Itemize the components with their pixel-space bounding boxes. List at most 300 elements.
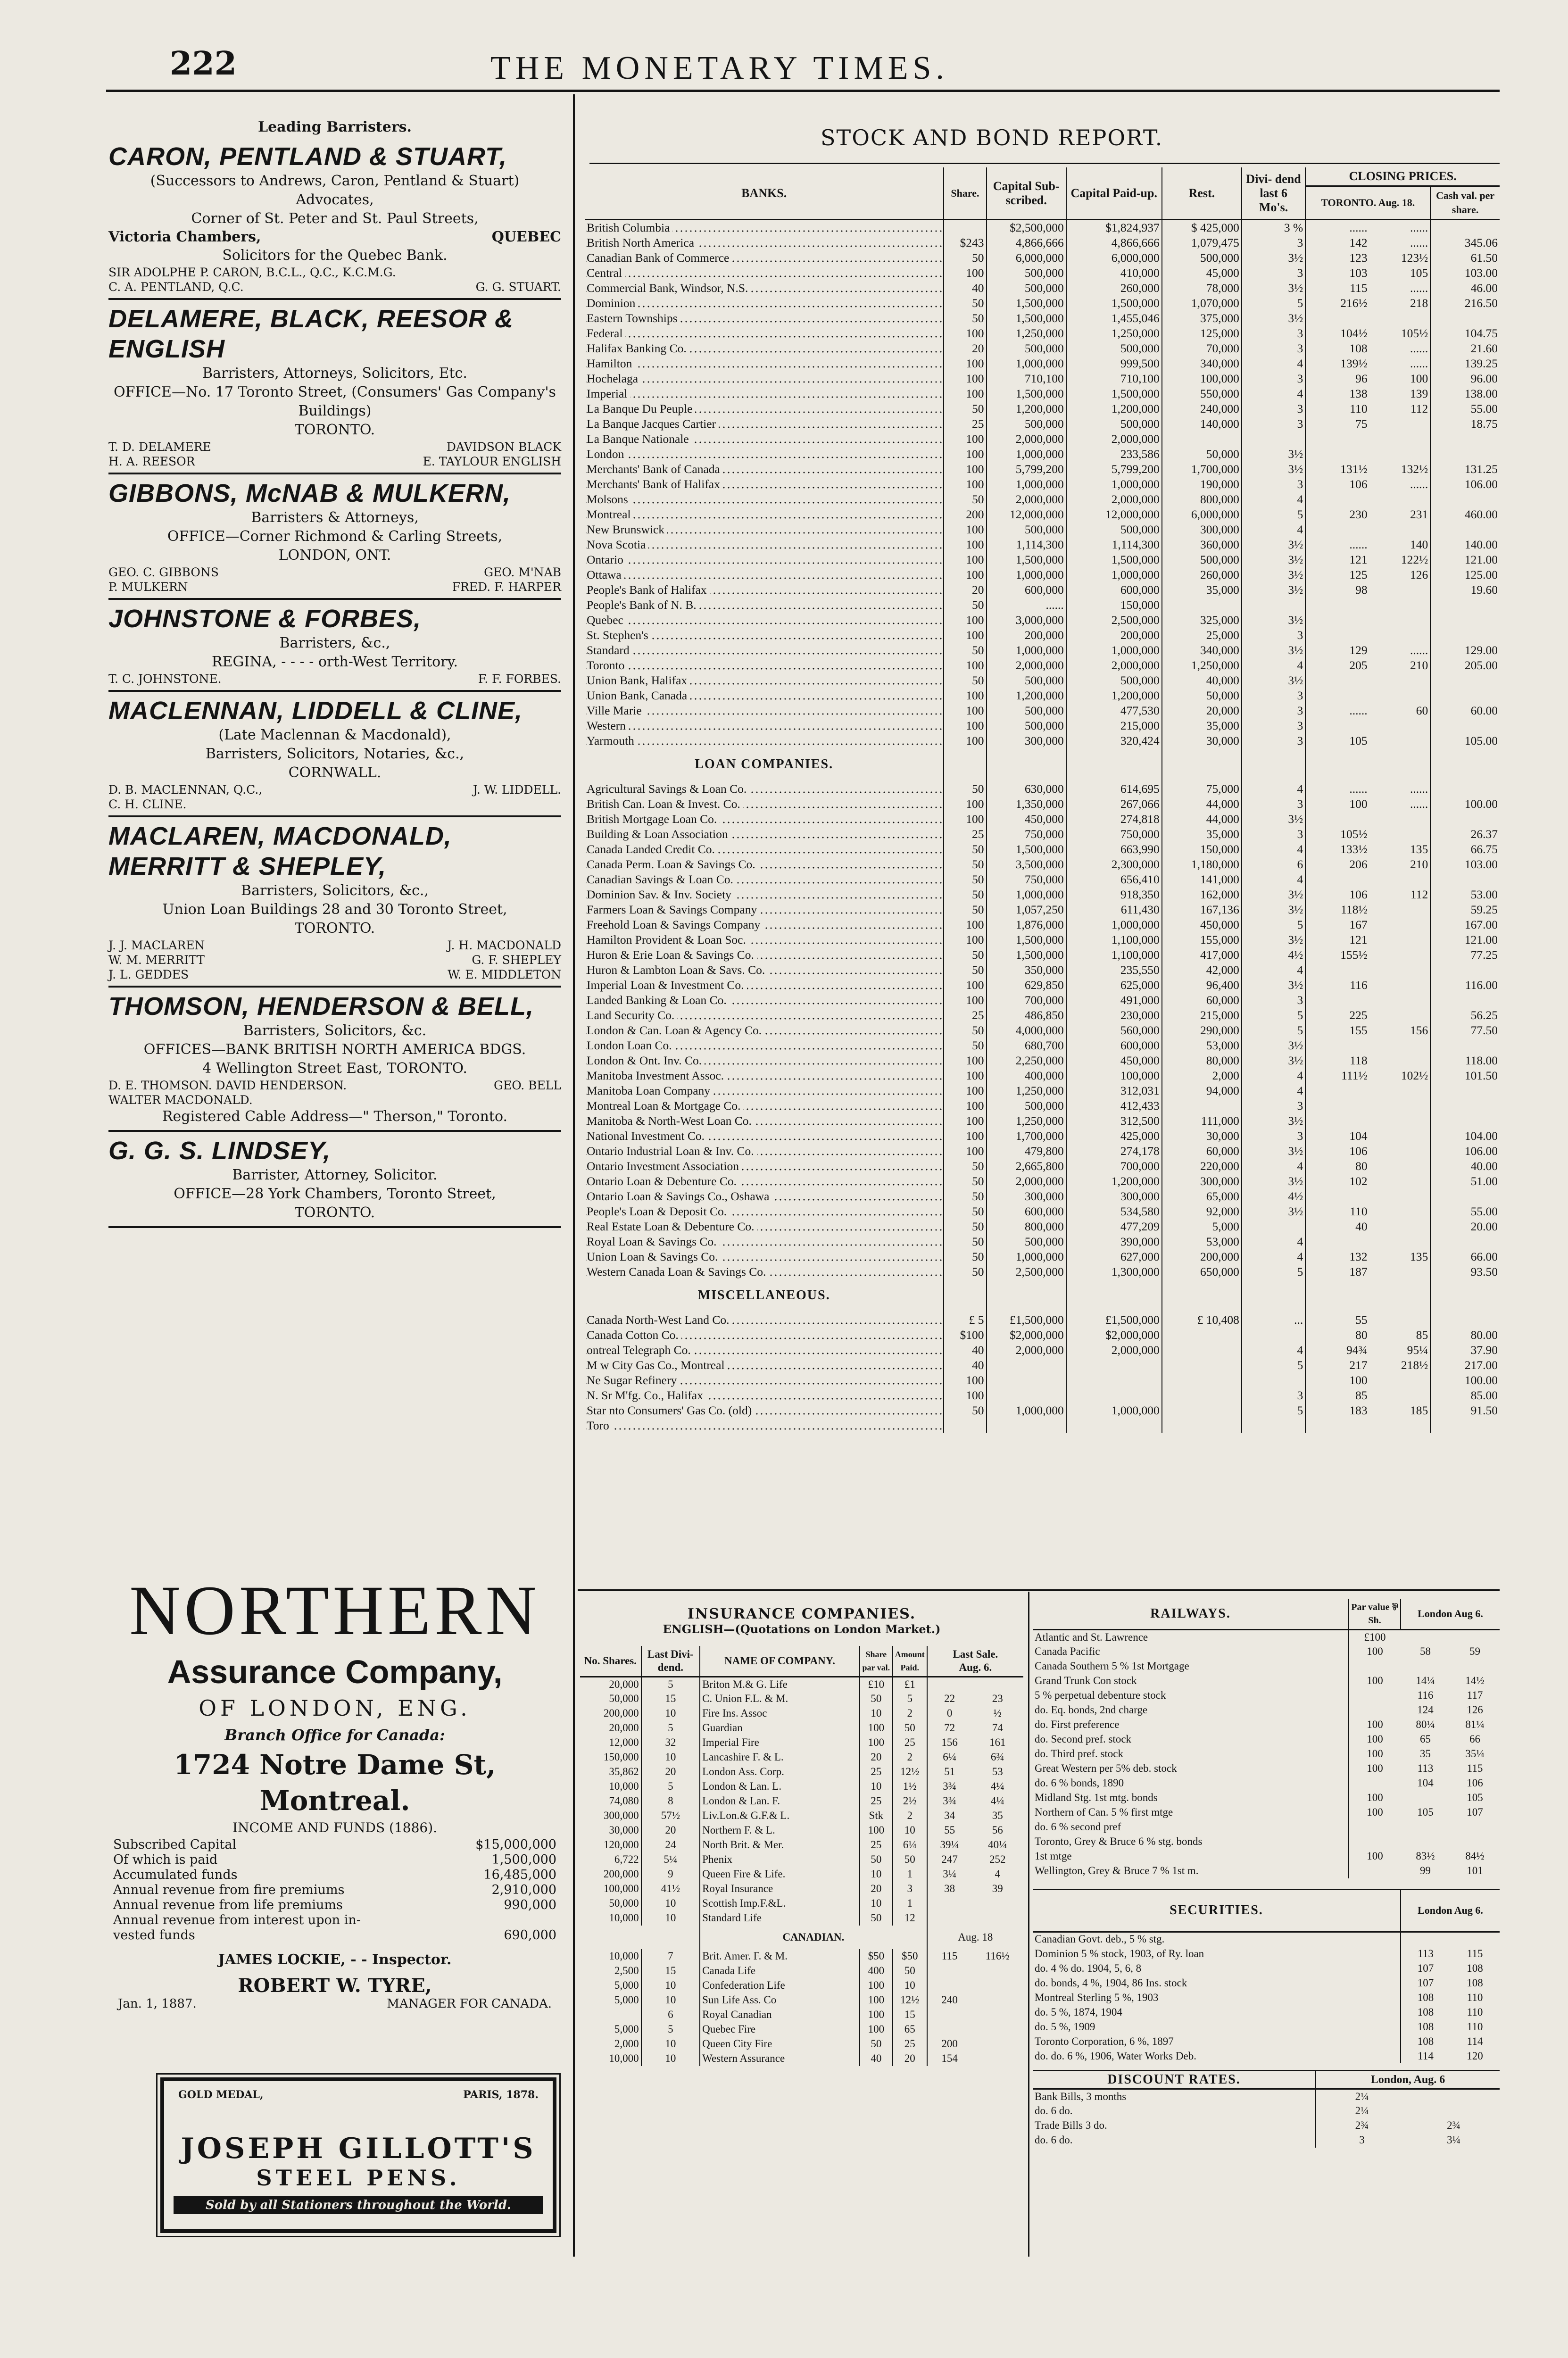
cell-value: 10 [641,2037,700,2051]
cell-value: 4 [1242,1083,1305,1098]
cell-value: 115 [1305,280,1369,295]
cell-value [1401,1791,1450,1805]
cell-value [1369,947,1431,962]
cell-value: 3 [1242,476,1305,491]
section-rule [108,1226,561,1228]
cell-value: 20,000 [609,1722,639,1734]
cell-value: 5 [1242,1403,1305,1418]
cell-value: 3 [1242,718,1305,733]
cell-value: 100 [860,2022,893,2037]
cell-value: 200,000 [603,1868,639,1880]
cell-value: 81¼ [1465,1719,1485,1730]
cell-value: 20 [893,2051,927,2066]
cell-value: 50 [944,1219,986,1234]
cell-value: 104½ [1305,325,1369,340]
loan-row [585,932,1500,947]
cell-value: 141,000 [1162,872,1242,887]
cell-value [1430,627,1500,642]
cell-value: 220,000 [1162,1158,1242,1173]
cell-value: 3½ [1242,537,1305,552]
insurance-row [580,1964,1023,1978]
cell-value: 611,430 [1066,902,1162,917]
spacer-cell [1162,1279,1242,1312]
cell-value [1369,1007,1431,1022]
cell-value: 3 [1242,325,1305,340]
cell-value: 235,550 [1066,962,1162,977]
cell-value: 5,000 [614,1979,639,1991]
cell-value: 6 [641,2008,700,2022]
report-rule [589,163,1500,164]
cell-value: 42,000 [1162,962,1242,977]
cell-value [1369,872,1431,887]
cell-value [1369,688,1431,703]
cell-value: 3 [1242,1387,1305,1403]
cell-value: 124 [1417,1704,1434,1716]
security-row [1033,2034,1500,2049]
company-name: National Investment Co. [585,1128,944,1143]
lower-divider [1028,1592,1029,2257]
cell-value: 108 [1401,1990,1450,2005]
ad-date: Jan. 1, 1887. [118,1997,197,2011]
cell-value: 61.50 [1430,250,1500,265]
cell-value: 3½ [1242,567,1305,582]
cell-value [1430,491,1500,506]
bank-row [585,235,1500,250]
cell-value: 1,500,000 [987,386,1066,401]
cell-value: 50,000 [1162,688,1242,703]
loan-row [585,917,1500,932]
company-name: St. Stephen's [585,627,944,642]
misc-row [585,1327,1500,1342]
cell-value: 1,300,000 [1066,1264,1162,1279]
firm-line: Barristers, Solicitors, &c., [241,882,429,899]
cell-value [1430,781,1500,796]
cell-value: 290,000 [1162,1022,1242,1038]
cell-value: 187 [1305,1264,1369,1279]
barrister-card [108,690,561,812]
bank-row [585,250,1500,265]
cell-value: 1½ [893,1779,927,1794]
cell-value: 800,000 [987,1219,1066,1234]
cell-value: 111½ [1305,1068,1369,1083]
cell-value: 2,000,000 [1066,431,1162,446]
cell-value: 3½ [1242,642,1305,657]
cell-value: 4 [1242,522,1305,537]
cell-value: 50 [944,902,986,917]
cell-value: 40 [944,1342,986,1357]
cell-value: 100 [1349,1747,1401,1761]
railway-row [1033,1718,1500,1732]
spacer-cell [1369,748,1431,781]
cell-value: ... [1242,1312,1305,1327]
cell-value: 2,500,000 [1066,612,1162,627]
bank-row [585,612,1500,627]
company-name: Ontario Loan & Savings Co., Oshawa [585,1188,944,1204]
cell-value [1401,1835,1450,1849]
insurance-row [580,1809,1023,1823]
cell-value: 32 [641,1735,700,1750]
cell-value: 231 [1410,507,1428,521]
cell-value: 500,000 [987,416,1066,431]
cell-value: 1,250,000 [1162,657,1242,673]
cell-value [1430,1113,1500,1128]
cell-value: 500,000 [987,1234,1066,1249]
railway-row [1033,1747,1500,1761]
cell-value: 325,000 [1162,612,1242,627]
income-row [113,1868,556,1883]
gillott-name: JOSEPH GILLOTT'S [181,2132,536,2165]
cell-value: 100 [1349,1718,1401,1732]
cell-value: 3½ [1242,612,1305,627]
cell-value: 100 [1305,796,1369,811]
cell-value: $50 [860,1949,893,1964]
cell-value: 150,000 [603,1751,639,1763]
cell-value: 19.60 [1430,582,1500,597]
cell-value: 115 [1467,1762,1483,1774]
cell-value: 1,500,000 [987,932,1066,947]
cell-value: 25 [860,1765,893,1779]
cell-value [580,2008,641,2022]
cell-value [1450,1932,1500,1946]
cell-value: 100.00 [1430,1372,1500,1387]
cell-value: 3 [1242,796,1305,811]
cell-value: 167.00 [1430,917,1500,932]
bank-row [585,537,1500,552]
bank-row [585,446,1500,461]
partner-name: J. L. GEDDES [108,968,189,981]
spacer-cell [1430,1279,1500,1312]
cell-value [1430,612,1500,627]
ins-col-name: NAME OF COMPANY. [700,1646,860,1677]
railway-row [1033,1791,1500,1805]
partner-name: W. E. MIDDLETON [448,968,561,981]
firm-name: THOMSON, HENDERSON & BELL, [108,992,534,1021]
cell-value: 75 [1305,416,1369,431]
cell-value [1242,597,1305,612]
income-row [113,1883,556,1898]
sec-title: SECURITIES. [1033,1889,1401,1932]
cell-value: 108 [1305,340,1369,356]
cell-value [1349,1659,1401,1674]
cell-value: 491,000 [1066,992,1162,1007]
cell-value: 4 [995,1868,1000,1880]
cell-value: 53,000 [1162,1038,1242,1053]
misc-row [585,1342,1500,1357]
cell-value [1369,1418,1431,1433]
cell-value: 3½ [1242,280,1305,295]
cell-value: 1,200,000 [1066,688,1162,703]
canadian-title: CANADIAN. [700,1926,927,1949]
cell-value: 10 [641,1896,700,1911]
misc-row [585,1357,1500,1372]
cell-value: 360,000 [1162,537,1242,552]
company-name: Canadian Bank of Commerce [585,250,944,265]
cell-value: 100 [944,522,986,537]
cell-value: 37.90 [1430,1342,1500,1357]
cell-value: 100 [944,537,986,552]
cell-value: 4 [1242,781,1305,796]
securities-table [1033,1889,1500,2064]
group-title: MISCELLANEOUS. [697,1287,830,1303]
cell-value: 100 [944,627,986,642]
company-name: ontreal Telegraph Co. [585,1342,944,1357]
company-name: Huron & Lambton Loan & Savs. Co. [585,962,944,977]
insurance-row [580,2008,1023,2022]
partner-row [108,280,561,294]
cell-value [1430,1098,1500,1113]
cell-value [1369,1204,1431,1219]
income-row [113,1928,556,1943]
cell-value [1369,902,1431,917]
cell-value: 4 [1242,1068,1305,1083]
cell-value: 100 [860,1993,893,2008]
company-name: Merchants' Bank of Halifax [585,476,944,491]
cell-value [1349,1820,1401,1835]
cell-value: 105 [1467,1792,1483,1803]
cell-value: 450,000 [987,811,1066,826]
cell-value [944,1418,986,1433]
bank-row [585,688,1500,703]
cell-value: 25 [944,1007,986,1022]
section-rule [108,986,561,988]
railway-row [1033,1864,1500,1878]
cell-value: 200,000 [603,1707,639,1719]
railway-row [1033,1703,1500,1718]
cell-value: 20.00 [1430,1219,1500,1234]
cell-value: 132 [1305,1249,1369,1264]
cell-value: 233,586 [1066,446,1162,461]
security-name: do. do. 6 %, 1906, Water Works Deb. [1035,2050,1196,2062]
cell-value: 150,000 [1066,597,1162,612]
cell-value [1369,582,1431,597]
company-name: Western Assurance [700,2051,860,2066]
cell-value: 2,000,000 [1066,1342,1162,1357]
cell-value: £1,500,000 [1066,1312,1162,1327]
cell-value: 300,000 [1066,1188,1162,1204]
cell-value: 340,000 [1162,356,1242,371]
firm-name: JOHNSTONE & FORBES, [108,605,422,633]
cell-value: 600,000 [987,1204,1066,1219]
cell-value: £ 10,408 [1162,1312,1242,1327]
company-name: Montreal Loan & Mortgage Co. [585,1098,944,1113]
cell-value: 1,079,475 [1162,235,1242,250]
cell-value: ...... [1410,235,1428,249]
cell-value: 247 [927,1852,972,1867]
cell-value [1349,1703,1401,1718]
cell-value: 3½ [1242,1113,1305,1128]
cell-value: 50 [893,1721,927,1735]
cell-value [1369,718,1431,733]
col-banks: BANKS. [585,167,944,220]
cell-value: 1,455,046 [1066,310,1162,325]
cell-value: 3½ [1242,932,1305,947]
cell-value: 6,000,000 [987,250,1066,265]
cell-value: 216.50 [1430,295,1500,310]
railway-row [1033,1820,1500,1835]
cell-value [1450,1820,1500,1835]
cell-value: ...... [1305,781,1369,796]
cell-value: 1,000,000 [1066,476,1162,491]
cell-value: 25 [860,1794,893,1809]
cell-value: 20,000 [609,1678,639,1690]
cell-value: 500,000 [987,673,1066,688]
cell-value: 320,424 [1066,733,1162,748]
loan-row [585,1022,1500,1038]
cell-value [971,1911,1023,1926]
cell-value: 25 [893,1735,927,1750]
company-name: Central [585,265,944,280]
company-name: Hochelaga [585,371,944,386]
cell-value: 107 [1401,1976,1450,1990]
cell-value [1450,1659,1500,1674]
cell-value: 3½ [1242,250,1305,265]
cell-value [1430,811,1500,826]
cell-value: 104.00 [1430,1128,1500,1143]
cell-value: 161 [989,1736,1006,1748]
partner-name: G. G. STUART. [475,280,561,294]
cell-value: 23 [992,1693,1003,1704]
cell-value [1369,962,1431,977]
insurance-row [580,1721,1023,1735]
cell-value: 240,000 [1162,401,1242,416]
cell-value [927,1978,972,1993]
cell-value: 100 [860,1721,893,1735]
cell-value: 1,250,000 [987,1113,1066,1128]
cell-value: 215,000 [1162,1007,1242,1022]
cell-value: £100 [1349,1630,1401,1644]
cell-value [1369,1387,1431,1403]
cell-value: 206 [1305,856,1369,872]
cell-value: 100 [944,932,986,947]
cell-value: 12,000,000 [1066,506,1162,522]
cell-value: 5 [641,2022,700,2037]
cell-value: 345.06 [1430,235,1500,250]
cell-value [1369,1372,1431,1387]
cell-value: 3 [1242,235,1305,250]
cell-value [1349,1864,1401,1878]
cell-value: 1,000,000 [987,1403,1066,1418]
cell-value [1305,962,1369,977]
firm-line: TORONTO. [294,920,375,937]
cell-value: 110 [1467,2020,1483,2033]
cell-value: 50 [944,1249,986,1264]
cell-value: 40,000 [1162,673,1242,688]
cell-value: 477,209 [1066,1219,1162,1234]
security-row [1033,1961,1500,1976]
cell-value: 2,000,000 [987,431,1066,446]
company-name: C. Union F.L. & M. [700,1692,860,1706]
firm-line: Barristers, Attorneys, Solicitors, Etc. [202,365,467,382]
cell-value: 132½ [1401,462,1428,476]
cell-value: 101.50 [1430,1068,1500,1083]
cell-value: 25 [860,1838,893,1852]
partner-row [108,580,561,594]
cell-value: 4 [1242,841,1305,856]
cell-value: 300,000 [987,1188,1066,1204]
firm-place-row [108,228,561,246]
cell-value: 274,818 [1066,811,1162,826]
cell-value [1430,1234,1500,1249]
insurance-title: INSURANCE COMPANIES. [687,1606,916,1622]
cell-value [1305,1234,1369,1249]
cell-value [1162,1418,1242,1433]
cell-value: 274,178 [1066,1143,1162,1158]
security-name: do. 6 % bonds, 1890 [1035,1777,1124,1789]
security-name: Grand Trunk Con stock [1035,1675,1137,1686]
loan-row [585,1053,1500,1068]
insurance-row [580,1978,1023,1993]
income-label: vested funds [113,1928,195,1943]
cell-value: 22 [927,1692,972,1706]
cell-value: 4 [1242,1342,1305,1357]
loan-row [585,947,1500,962]
loan-row [585,826,1500,841]
cell-value: 25 [944,826,986,841]
company-name: London [585,446,944,461]
cell-value: 3 [1316,2133,1408,2148]
insurance-row [580,1882,1023,1896]
cell-value: 3 [1242,688,1305,703]
cell-value: ...... [1305,703,1369,718]
cell-value: 4 [1242,356,1305,371]
company-name: London Loan Co. [585,1038,944,1053]
cell-value: 131½ [1305,461,1369,476]
cell-value: £1 [893,1677,927,1692]
income-label: Annual revenue from life premiums [113,1898,343,1912]
cell-value [1430,1312,1500,1327]
company-name: Hamilton [585,356,944,371]
cell-value: 50 [944,1264,986,1279]
cell-value: 4¼ [990,1780,1004,1792]
cell-value: 100 [944,612,986,627]
cell-value: 25 [944,416,986,431]
company-name: Manitoba Investment Assoc. [585,1068,944,1083]
cell-value [1305,310,1369,325]
cell-value: 1,000,000 [987,642,1066,657]
group-title-row [585,1279,1500,1312]
cell-value: 40 [1305,1219,1369,1234]
cell-value: 3 [1242,1098,1305,1113]
cell-value: 80¼ [1416,1719,1435,1730]
cell-value [987,1418,1066,1433]
cell-value: 85 [1305,1387,1369,1403]
cell-value: 100 [944,796,986,811]
cell-value [927,1964,972,1978]
bank-row [585,461,1500,476]
cell-value: 750,000 [987,872,1066,887]
cell-value: 50 [944,887,986,902]
cell-value: $2,000,000 [1066,1327,1162,1342]
ad-income-list [108,1837,561,1943]
cell-value [1369,811,1431,826]
cell-value [1349,1688,1401,1703]
cell-value: ...... [1305,537,1369,552]
partner-name: D. B. MACLENNAN, Q.C., [108,783,263,797]
cell-value: 100 [944,567,986,582]
cell-value: 113 [1401,1946,1450,1961]
cell-value: 10,000 [609,1780,639,1792]
cell-value: 1,500,000 [1066,552,1162,567]
cell-value: 100 [944,1372,986,1387]
cell-value: 50 [860,1852,893,1867]
security-name: do. 5 %, 1909 [1035,2020,1095,2033]
cell-value [1430,1038,1500,1053]
ins-col-shares: No. Shares. [580,1646,641,1677]
cell-value: 50 [944,962,986,977]
cell-value: 103.00 [1430,856,1500,872]
cell-value: 96.00 [1430,371,1500,386]
cell-value [1369,917,1431,932]
